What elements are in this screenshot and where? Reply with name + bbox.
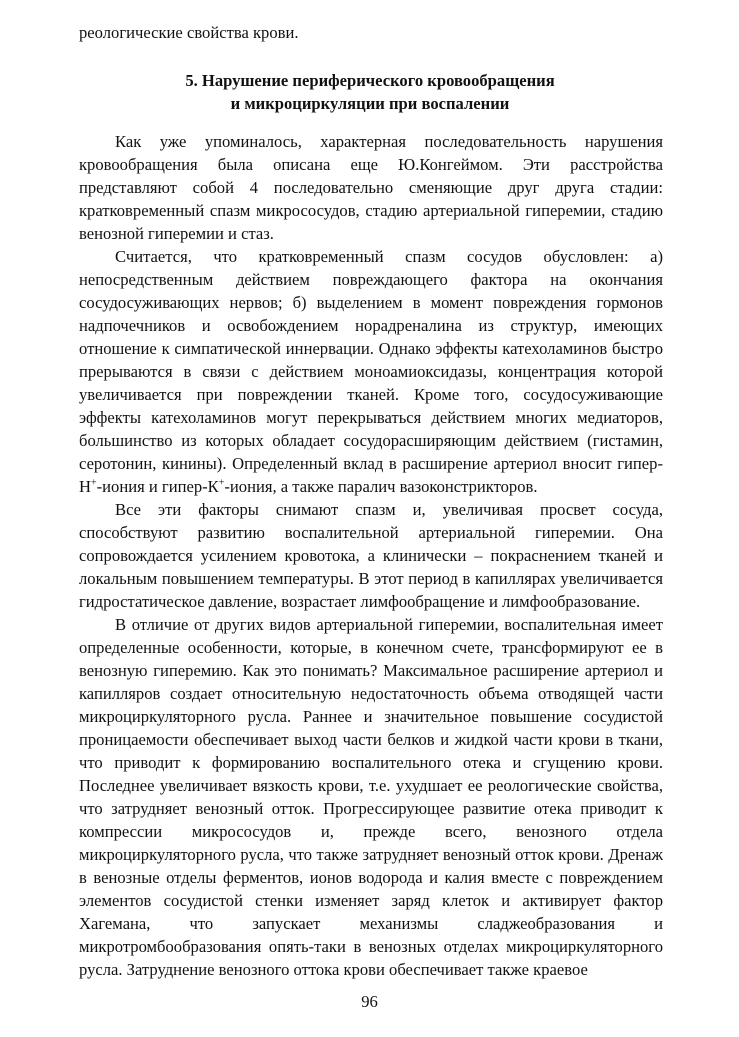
superscript-plus-k: + [218, 477, 225, 489]
paragraph-2-text-a: Считается, что кратковременный спазм сосудов обусловлен: а) непосредственным действием повреждающего фактора на окончания сосудосуживающих нервов; б) выделением в момент повреждения гормонов надпочечников и освобождением норадреналина из структур, имеющих отношение к симпатической иннервации. Однако эффекты катехоламинов быстро прерываются в связи с действием моноамиоксидазы, концентрация которой увеличивается при повреждении тканей. Кроме того, сосудосуживающие эффекты катехоламинов могут перекрываться действием многих медиаторов, большинство из которых обладает сосудорасширяющим действием (гистамин, серотонин, кинины). Определенный вклад в расширение артериол вносит гипер-Н [79, 247, 663, 496]
paragraph-3: Все эти факторы снимают спазм и, увеличивая просвет сосуда, способствуют развитию воспалительной артериальной гиперемии. Она сопровождается усилением кровотока, а клинически – покраснением тканей и локальным повышением температуры. В этот период в капиллярах увеличивается гидростатическое давление, возрастает лимфообращение и лимфообразование. [79, 500, 663, 611]
body-text [79, 130, 663, 981]
paragraph-2-text-c: -иония, а также паралич вазоконстрикторов. [224, 477, 538, 496]
section-heading-line-2: и микроциркуляции при воспалении [230, 94, 510, 113]
paragraph-4: В отличие от других видов артериальной гиперемии, воспалительная имеет определенные особенности, которые, в конечном счете, трансформируют ее в венозную гиперемию. Как это понимать? Максимальное расширение артериол и капилляров создает относительную недостаточность объема отводящей части микроциркуляторного русла. Раннее и значительное повышение сосудистой проницаемости обеспечивает выход части белков и жидкой части крови в ткани, что приводит к формированию воспалительного отека и сгущению крови. Последнее увеличивает вязкость крови, т.е. ухудшает ее реологические свойства, что затрудняет венозный отток. Прогрессирующее развитие отека приводит к компрессии микрососудов и, прежде всего, венозного отдела микроциркуляторного русла, что также затрудняет венозный отток крови. Дренаж в венозные отделы ферментов, ионов водорода и калия вместе с повреждением элементов сосудистой стенки изменяет заряд клеток и активирует фактор Хагемана, что запускает механизмы сладжеобразования и микротромбообразования опять-таки в венозных отделах микроциркуляторного русла. Затруднение венозного оттока крови обеспечивает также краевое [79, 615, 663, 979]
section-heading-line-1: 5. Нарушение периферического кровообращения [185, 71, 555, 90]
page-number: 96 [361, 992, 378, 1011]
paragraph-2 [79, 245, 663, 498]
section-heading [79, 69, 661, 115]
continued-text-line: реологические свойства крови. [79, 23, 299, 42]
superscript-plus-h: + [90, 477, 97, 489]
paragraph-1: Как уже упоминалось, характерная последовательность нарушения кровообращения была описана еще Ю.Конгеймом. Эти расстройства представляют собой 4 последовательно сменяющие друг друга стадии: кратковременный спазм микрососудов, стадию артериальной гиперемии, стадию венозной гиперемии и стаз. [79, 132, 663, 243]
paragraph-2-text-b: -иония и гипер-К [96, 477, 219, 496]
